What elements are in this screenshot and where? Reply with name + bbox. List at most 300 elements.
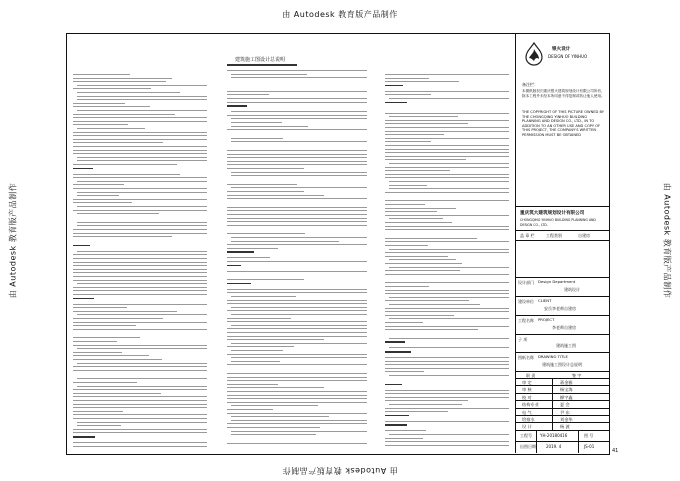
notes-text-line xyxy=(73,400,207,401)
notes-heading-mark xyxy=(73,245,90,247)
notes-text-line xyxy=(231,431,367,432)
notes-text-line xyxy=(73,404,207,405)
notes-text-line xyxy=(389,297,509,298)
sheet-no-value: JS-01 xyxy=(584,444,595,449)
notes-text-line xyxy=(231,350,283,351)
notes-text-line xyxy=(227,221,367,222)
notes-text-line xyxy=(73,78,172,79)
notes-text-line xyxy=(73,370,207,371)
notes-text-line xyxy=(73,254,207,255)
signature-name: 尹 东 xyxy=(560,409,570,415)
notes-text-line xyxy=(73,359,162,360)
notes-text-line xyxy=(389,347,509,348)
notes-text-line xyxy=(385,441,509,442)
sign-header-rule xyxy=(516,371,610,372)
notes-text-line xyxy=(227,102,367,103)
notes-text-line xyxy=(227,154,367,155)
notes-text-line xyxy=(73,132,207,133)
notes-text-line xyxy=(385,200,509,201)
notes-heading-mark xyxy=(227,251,254,253)
notes-text-line xyxy=(385,368,509,369)
sign-header-name: 签 字 xyxy=(572,373,582,378)
notes-text-line xyxy=(231,138,283,139)
notes-text-line xyxy=(73,418,207,419)
notes-text-line xyxy=(73,287,207,288)
notes-heading-mark xyxy=(73,436,95,438)
notes-text-line xyxy=(231,361,280,362)
notes-text-line xyxy=(73,121,207,122)
notes-text-line xyxy=(231,118,367,119)
sign-header-role: 职 责 xyxy=(526,373,536,378)
notes-text-line xyxy=(385,113,509,114)
notes-text-line xyxy=(385,134,444,135)
client-label: 建设单位 xyxy=(518,299,534,304)
signature-role: 结构专业 xyxy=(522,402,539,408)
notes-text-line xyxy=(227,184,297,185)
notes-text-line xyxy=(385,145,509,146)
notes-text-line xyxy=(77,314,207,315)
notes-text-line xyxy=(389,338,509,339)
notes-text-line xyxy=(385,78,429,79)
notes-text-line xyxy=(389,185,427,186)
notes-text-line xyxy=(77,422,207,423)
notes-text-line xyxy=(77,283,207,284)
notes-text-line xyxy=(385,167,509,168)
notes-text-line xyxy=(73,341,117,342)
notes-text-line xyxy=(385,274,509,275)
sheet-label: 图 号 xyxy=(584,433,594,438)
project-value: 李老师自建房 xyxy=(552,325,576,330)
notes-text-line xyxy=(385,81,459,82)
notes-heading-mark xyxy=(385,384,402,386)
notes-text-line xyxy=(227,391,367,392)
notes-text-line xyxy=(385,252,509,253)
notes-text-line xyxy=(73,174,180,175)
signature-role: 设 计 xyxy=(522,424,532,430)
notes-text-line xyxy=(73,414,207,415)
title-block xyxy=(515,34,610,453)
notes-text-line xyxy=(77,251,207,252)
notes-text-line xyxy=(231,405,318,406)
notes-text-line xyxy=(231,111,367,112)
dept-label: 设计部门 xyxy=(518,280,534,285)
notes-text-line xyxy=(73,355,149,356)
signature-name: 杨宝海 xyxy=(560,387,573,393)
notes-text-line xyxy=(389,304,480,305)
drawing-frame xyxy=(66,33,610,455)
notes-text-line xyxy=(227,380,367,381)
notes-text-line xyxy=(73,236,172,237)
notes-text-line xyxy=(231,187,367,188)
notes-text-line xyxy=(227,336,367,337)
notes-text-line xyxy=(385,156,509,157)
notes-text-line xyxy=(73,88,151,89)
notes-text-line xyxy=(385,159,466,160)
notes-text-line xyxy=(77,157,207,158)
notes-text-line xyxy=(385,361,509,362)
notes-text-line xyxy=(227,195,324,196)
notes-text-line xyxy=(73,177,207,178)
notes-text-line xyxy=(385,208,456,209)
notes-text-line xyxy=(73,345,207,346)
notes-text-line xyxy=(73,269,207,270)
notes-text-line xyxy=(385,91,509,92)
notes-text-line xyxy=(73,318,163,319)
notes-text-line xyxy=(77,195,119,196)
notes-text-line xyxy=(227,233,305,234)
notes-text-line xyxy=(227,318,291,319)
stamp-col1: 盖 章 栏 xyxy=(520,233,535,238)
notes-text-line xyxy=(77,85,207,86)
notes-text-line xyxy=(385,241,509,242)
notes-text-line xyxy=(227,115,367,116)
notes-text-line xyxy=(227,402,367,403)
dept-label-en: Design Department xyxy=(538,279,576,284)
notes-text-line xyxy=(389,163,509,164)
notes-text-line xyxy=(73,103,125,104)
notes-heading-mark xyxy=(385,351,411,353)
notes-text-line xyxy=(227,292,367,293)
notes-text-line xyxy=(385,390,509,391)
project-rule xyxy=(516,315,610,316)
notes-text-line xyxy=(73,389,207,390)
company-en-line2: DESIGN CO., LTD. xyxy=(520,223,548,227)
notes-text-line xyxy=(385,286,429,287)
notes-text-line xyxy=(227,91,367,92)
notes-text-line xyxy=(77,348,207,349)
date-value: 2019. 4 xyxy=(546,444,562,449)
notes-text-line xyxy=(227,310,367,311)
signature-name: 刘金华 xyxy=(560,417,573,422)
notes-text-line xyxy=(227,161,367,162)
notes-heading-mark xyxy=(385,415,409,417)
notes-text-line xyxy=(385,174,509,175)
notes-text-line xyxy=(385,315,454,316)
notes-text-line xyxy=(73,202,132,203)
notes-text-line xyxy=(73,337,140,338)
notes-text-line xyxy=(73,407,207,408)
notes-text-line xyxy=(73,411,123,412)
notes-text-line xyxy=(73,188,207,189)
watermark-right: 由 Autodesk 教育版产品制作 xyxy=(662,182,672,299)
notes-text-line xyxy=(227,423,367,424)
notes-text-line xyxy=(385,270,460,271)
notes-text-line xyxy=(227,328,367,329)
notes-text-line xyxy=(227,198,367,199)
subitem-value: 建筑施工图 xyxy=(556,343,576,348)
notes-text-line xyxy=(385,311,509,312)
notes-text-line xyxy=(73,276,207,277)
notes-text-line xyxy=(231,126,308,127)
signature-role: 审 定 xyxy=(522,380,532,385)
watermark-left: 由 Autodesk 教育版产品制作 xyxy=(8,182,18,299)
notes-text-line xyxy=(227,427,320,428)
notes-text-line xyxy=(77,363,207,364)
notes-text-line xyxy=(231,416,329,417)
notes-title: 建筑施工图设计总说明 xyxy=(235,57,286,63)
notes-text-line xyxy=(385,421,509,422)
notes-text-line xyxy=(389,188,509,189)
notes-text-line xyxy=(231,141,367,142)
project-label: 工程名称 xyxy=(518,318,534,323)
notes-text-line xyxy=(73,114,175,115)
notes-text-line xyxy=(231,175,367,176)
notes-text-line xyxy=(73,210,207,211)
notes-text-line xyxy=(385,222,452,223)
notes-text-line xyxy=(227,150,367,151)
notes-text-line xyxy=(231,434,316,435)
notes-text-line xyxy=(231,77,367,78)
job-no-value: YH-20180416 xyxy=(540,433,568,438)
notes-text-line xyxy=(73,382,137,383)
notes-text-line xyxy=(227,443,367,444)
notes-text-line xyxy=(73,366,207,367)
notes-text-line xyxy=(77,213,159,214)
notes-text-line xyxy=(231,343,367,344)
notes-text-line xyxy=(385,322,423,323)
notes-heading-mark xyxy=(227,105,247,107)
notes-heading-mark xyxy=(385,102,407,104)
notes-text-line xyxy=(385,397,509,398)
notes-text-line xyxy=(385,364,509,365)
notes-text-line xyxy=(77,222,207,223)
notes-text-line xyxy=(385,400,468,401)
notes-text-line xyxy=(227,395,367,396)
notes-text-line xyxy=(73,352,122,353)
notes-text-line xyxy=(231,237,367,238)
notes-text-line xyxy=(77,192,207,193)
notes-text-line xyxy=(227,94,269,95)
notes-heading-mark xyxy=(385,341,405,343)
notes-text-line xyxy=(385,430,426,431)
notes-text-line xyxy=(385,408,509,409)
notes-text-line xyxy=(231,296,296,297)
notes-text-line xyxy=(73,142,163,143)
notes-text-line xyxy=(231,172,367,173)
notes-text-line xyxy=(227,373,367,374)
dept-rule xyxy=(516,277,610,278)
notes-text-line xyxy=(389,181,509,182)
company-top-rule xyxy=(516,206,610,207)
notes-text-line xyxy=(227,164,367,165)
notes-text-line xyxy=(385,256,448,257)
notes-text-line xyxy=(385,411,448,412)
notes-text-line xyxy=(227,257,270,258)
notes-text-line xyxy=(389,434,509,435)
notes-text-line xyxy=(227,271,367,272)
notes-text-line xyxy=(227,321,367,322)
notes-text-line xyxy=(227,244,367,245)
notes-text-line xyxy=(73,442,207,443)
page-number: 41 xyxy=(612,448,619,454)
notes-text-line xyxy=(77,92,180,93)
notes-text-line xyxy=(385,371,424,372)
notes-text-line xyxy=(73,139,207,140)
notes-text-line xyxy=(385,438,423,439)
notes-text-line xyxy=(73,307,127,308)
notes-text-line xyxy=(227,364,367,365)
notes-text-line xyxy=(231,74,307,75)
notes-text-line xyxy=(73,229,207,230)
job-no-label: 工程号 xyxy=(520,433,532,438)
notes-heading-mark xyxy=(73,298,94,300)
notes-text-line xyxy=(385,329,478,330)
signature-name: 杨 波 xyxy=(560,424,570,430)
notes-text-line xyxy=(73,322,207,323)
notes-text-line xyxy=(385,282,509,283)
notes-text-line xyxy=(73,117,207,118)
subitem-rule xyxy=(516,334,610,335)
notes-text-line xyxy=(227,207,367,208)
company-en-line1: CHONGQING YINHUO BUILDING PLANNING AND xyxy=(520,218,596,222)
notes-text-line xyxy=(73,199,207,200)
notes-text-line xyxy=(385,74,509,75)
notes-text-line xyxy=(389,98,509,99)
notes-text-line xyxy=(231,420,367,421)
signature-role: 电 气 xyxy=(522,409,532,415)
notes-text-line xyxy=(77,206,207,207)
notes-text-line xyxy=(227,225,367,226)
notes-text-line xyxy=(385,326,509,327)
notes-text-line xyxy=(227,303,367,304)
notes-text-line xyxy=(227,300,367,301)
notes-text-line xyxy=(385,445,509,446)
notes-text-line xyxy=(385,131,509,132)
notes-text-line xyxy=(385,177,509,178)
notes-text-line xyxy=(385,152,509,153)
notes-text-line xyxy=(73,164,177,165)
notes-text-line xyxy=(227,409,273,410)
notes-text-line xyxy=(227,387,324,388)
notes-text-line xyxy=(385,123,468,124)
notes-text-line xyxy=(73,262,207,263)
notes-text-line xyxy=(227,354,367,355)
company-logo-icon xyxy=(520,40,548,68)
stamp-rule xyxy=(516,240,610,241)
notes-text-line xyxy=(73,432,207,433)
notes-text-line xyxy=(227,398,367,399)
signature-role: 校 对 xyxy=(522,394,532,400)
signature-name: 蒋金雅 xyxy=(560,380,573,385)
notes-text-line xyxy=(227,98,367,99)
notes-text-line xyxy=(73,81,166,82)
notes-text-line xyxy=(385,300,469,301)
notes-text-line xyxy=(227,157,367,158)
notes-text-line xyxy=(385,357,509,358)
subitem-label: 子 项 xyxy=(518,337,528,342)
notes-text-line xyxy=(73,272,207,273)
notes-text-line xyxy=(227,210,367,211)
notes-heading-mark xyxy=(385,85,403,87)
notes-text-line xyxy=(231,325,367,326)
drawing-label-en: DRAWING TITLE xyxy=(538,354,568,359)
client-label-en: CLIENT xyxy=(538,298,552,303)
notes-text-line xyxy=(73,74,130,75)
notes-text-line xyxy=(73,290,207,291)
notes-text-line xyxy=(227,377,367,378)
notes-text-line xyxy=(385,94,431,95)
notes-text-line xyxy=(77,99,207,100)
notes-text-line xyxy=(227,384,278,385)
notes-text-line xyxy=(389,404,462,405)
notes-text-line xyxy=(385,290,509,291)
notes-text-line xyxy=(385,120,509,121)
signature-role: 给排水 xyxy=(522,417,535,422)
watermark-bottom: 由 Autodesk 教育版产品制作 xyxy=(282,466,398,475)
notes-text-line xyxy=(73,184,124,185)
notes-text-line xyxy=(73,135,207,136)
notes-text-line xyxy=(227,339,324,340)
notes-text-line xyxy=(385,211,437,212)
notes-text-line xyxy=(227,129,367,130)
design-notes-area xyxy=(67,34,515,453)
notes-text-line xyxy=(231,307,367,308)
drawing-label: 图纸名称 xyxy=(518,355,534,360)
notes-text-line xyxy=(77,128,145,129)
notes-text-line xyxy=(227,279,304,280)
notes-text-line xyxy=(231,314,367,315)
notes-text-line xyxy=(385,226,509,227)
notes-text-line xyxy=(227,289,367,290)
notes-text-line xyxy=(385,393,509,394)
notes-text-line xyxy=(385,192,509,193)
copyright-en: THE COPYRIGHT OF THIS PICTURE OWNED BY THE CHONGQING YINHUO BUILDING PLANNING AND DESIGN CO., LTD., IN TO ADDITION TO AN OTHER USE AND COPY OF THIS PROJECT, THE COMPANY'S WRITTEN PERMISSION MUST BE OBTAINED xyxy=(522,110,604,137)
notes-text-line xyxy=(73,311,177,312)
footer-vdiv-1 xyxy=(536,430,537,453)
notes-text-line xyxy=(73,265,207,266)
notes-text-line xyxy=(73,304,207,305)
footer-rule-2 xyxy=(516,441,610,442)
client-rule xyxy=(516,296,610,297)
notes-text-line xyxy=(73,396,207,397)
notes-text-line xyxy=(73,258,207,259)
notes-text-line xyxy=(385,245,428,246)
footer-rule-1 xyxy=(516,430,610,431)
notes-heading-mark xyxy=(227,265,241,267)
notes-text-line xyxy=(73,106,150,107)
copyright-title: 备注栏： xyxy=(522,82,538,87)
client-value: 安岳李老师自建房 xyxy=(544,306,576,311)
notes-text-line xyxy=(227,191,304,192)
title-underline xyxy=(227,64,297,66)
notes-text-line xyxy=(77,386,207,387)
notes-text-line xyxy=(227,70,367,71)
notes-text-line xyxy=(385,149,509,150)
notes-text-line xyxy=(227,413,367,414)
notes-text-line xyxy=(73,429,207,430)
notes-text-line xyxy=(385,170,450,171)
notes-text-line xyxy=(389,318,509,319)
notes-text-line xyxy=(227,218,367,219)
notes-text-line xyxy=(77,160,207,161)
stamp-col2: 工程类别 xyxy=(546,233,562,238)
notes-text-line xyxy=(389,267,509,268)
notes-text-line xyxy=(389,375,509,376)
notes-text-line xyxy=(73,325,136,326)
copyright-cn: 本图纸版权归重庆银火建筑规划设计有限公司所有，除本工程外未经本所同意不得复制或转让他人使用。 xyxy=(522,89,605,98)
stamp-col3: 自建房 xyxy=(578,233,590,238)
drawing-rule xyxy=(516,352,610,353)
company-cn-name: 重庆筑大建筑规划设计有限公司 xyxy=(520,211,585,216)
signature-name: 柳宇鑫 xyxy=(560,394,573,400)
project-label-en: PROJECT xyxy=(538,317,555,322)
notes-text-line xyxy=(227,261,367,262)
notes-text-line xyxy=(385,238,477,239)
notes-text-line xyxy=(385,138,509,139)
logo-cn-text: 银火设计 xyxy=(552,47,571,52)
notes-text-line xyxy=(231,122,282,123)
drawing-value: 建筑施工图设计总说明 xyxy=(542,362,582,367)
